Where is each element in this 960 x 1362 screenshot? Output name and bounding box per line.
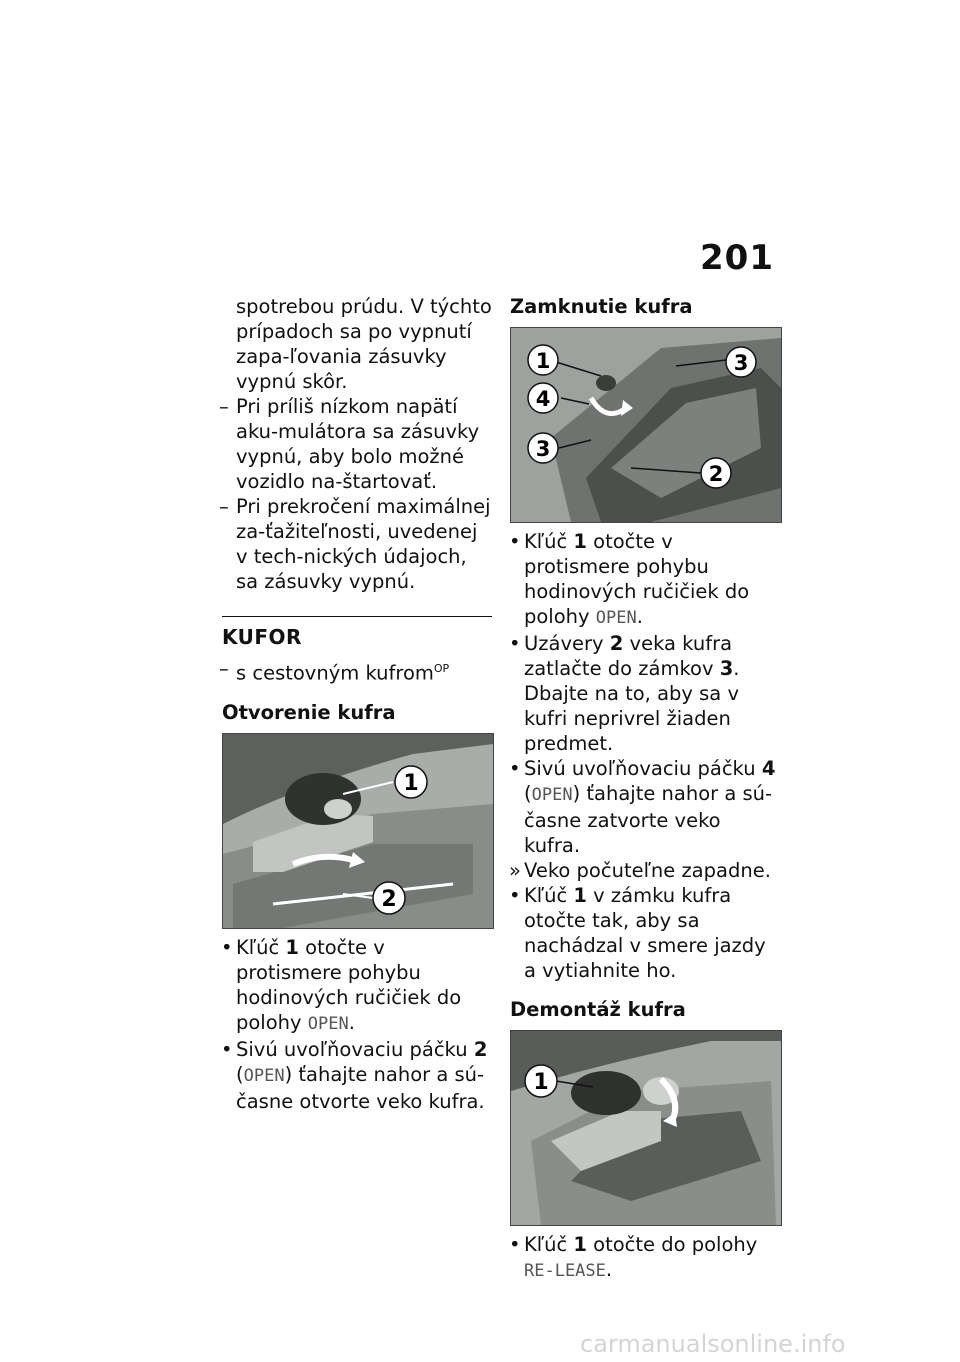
watermark-footer: carmanualsonline.info (580, 1330, 846, 1358)
figure-lock-case (510, 327, 782, 523)
dash-item-low-voltage: – Pri príliš nízkom napätí aku-mulátora sa zásuvky vypnú, aby bolo možné vozidlo na-štartovať. (222, 394, 492, 494)
svg-text:3: 3 (733, 351, 749, 375)
svg-text:3: 3 (535, 437, 551, 461)
lock-result: » Veko počuteľne zapadne. (510, 858, 780, 883)
section-divider (222, 616, 492, 617)
heading-open-case: Otvorenie kufra (222, 700, 396, 724)
lock-step-latches: • Uzávery 2 veka kufra zatlačte do zámkov 3. Dbajte na to, aby sa v kufri neprivrel žiaden predmet. (510, 631, 780, 756)
heading-remove-case: Demontáž kufra (510, 998, 686, 1021)
option-note: – s cestovným kufrom$^{OP}$ (222, 656, 492, 686)
dash-item-max-load: – Pri prekročení maximálnej za-ťažiteľnosti, uvedenej v tech-nických údajoch, sa zásuvky vypnú. (222, 494, 492, 594)
right-column (510, 294, 780, 1284)
svg-text:2: 2 (708, 462, 724, 486)
left-column (222, 294, 492, 1114)
open-step-key: • Kľúč 1 otočte v protismere pohybu hodinových ručičiek do polohy OPEN. (222, 935, 492, 1037)
lock-step-remove-key: • Kľúč 1 v zámku kufra otočte tak, aby sa nachádzal v smere jazdy a vytiahnite ho. (510, 883, 780, 983)
svg-text:1: 1 (403, 770, 419, 796)
intro-text: spotrebou prúdu. V týchto prípadoch sa po vypnutí zapa-ľovania zásuvky vypnú skôr. (236, 295, 492, 393)
svg-text:2: 2 (381, 886, 397, 912)
section-title: KUFOR (222, 625, 302, 649)
svg-text:4: 4 (535, 387, 551, 411)
lock-step-lever: • Sivú uvoľňovaciu páčku 4 (OPEN) ťahajte nahor a sú-časne zatvorte veko kufra. (510, 756, 780, 858)
page-number: 201 (700, 238, 774, 278)
remove-step-key: • Kľúč 1 otočte do polohy RE-LEASE. (510, 1232, 780, 1284)
lock-step-key: • Kľúč 1 otočte v protismere pohybu hodinových ručičiek do polohy OPEN. (510, 529, 780, 631)
svg-text:1: 1 (535, 349, 551, 373)
open-step-lever: • Sivú uvoľňovaciu páčku 2 (OPEN) ťahajte nahor a sú-časne otvorte veko kufra. (222, 1037, 492, 1114)
heading-lock-case: Zamknutie kufra (510, 295, 693, 318)
figure-remove-case (510, 1030, 782, 1226)
figure-open-case (222, 733, 494, 929)
svg-text:1: 1 (533, 1070, 549, 1095)
